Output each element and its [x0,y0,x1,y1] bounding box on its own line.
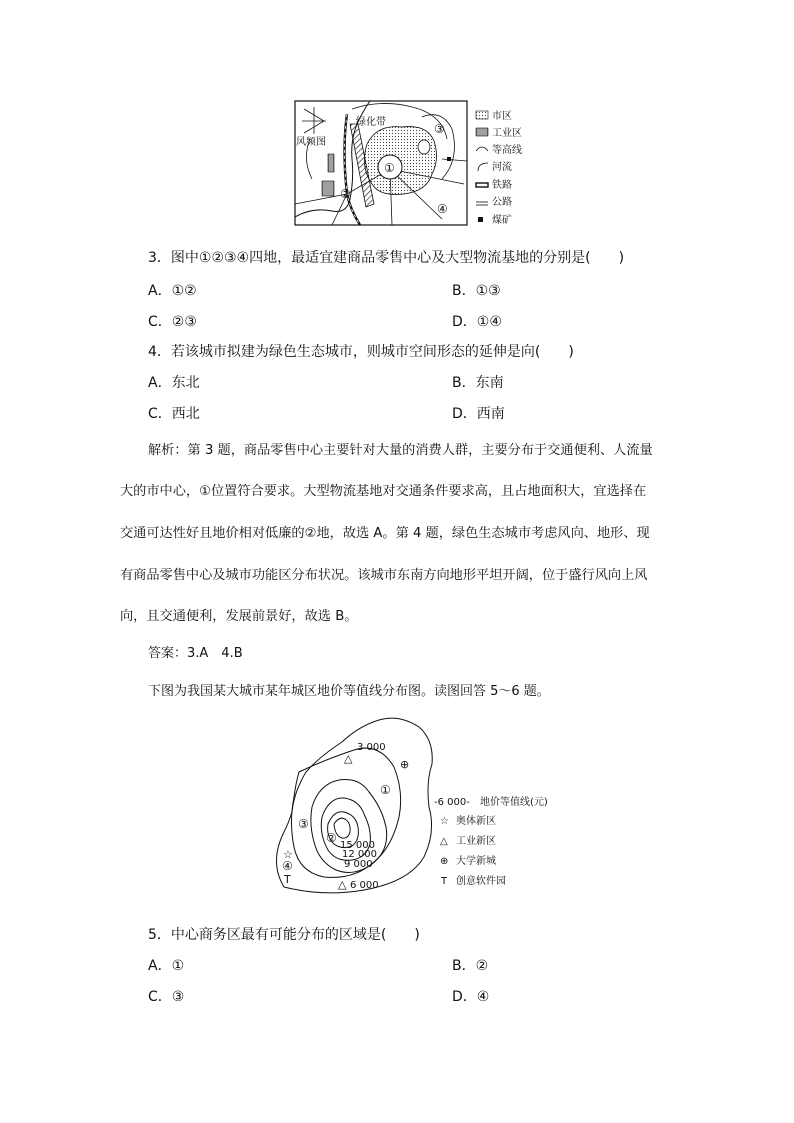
legend-university-icon: ⊕ [440,856,449,867]
legend-road: 公路 [492,197,512,208]
map2-legend [434,795,548,887]
question-5-option-d: D．④ [452,989,490,1005]
legend-contour-label: 地价等值线(元) [480,797,548,808]
intro-line: 下图为我国某大城市某年城区地价等值线分布图。读图回答 5～6 题。 [148,684,550,699]
legend-contour: 等高线 [492,145,522,156]
map2-marker-3: ③ [298,817,309,831]
industrial-new-zone-icon: △ [344,752,353,765]
map1-marker-4: ④ [437,202,448,216]
legend-olympic-label: 奥体新区 [456,816,496,827]
map1-marker-1: ① [384,161,395,175]
analysis-line-2: 大的市中心，①位置符合要求。大型物流基地对交通条件要求高，且占地面积大，宜选择在 [120,484,647,499]
legend-software-icon: T [441,876,448,887]
industrial-new-zone-icon: △ [338,878,347,891]
question-5-option-b: B．② [452,958,489,974]
question-3-option-b: B．①③ [452,283,501,299]
question-3-option-a: A．①② [148,283,197,299]
question-4-option-b: B．东南 [452,375,504,391]
question-5-stem: 5．中心商务区最有可能分布的区域是( ) [148,927,420,943]
question-4-option-a: A．东北 [148,375,200,391]
question-3-option-d: D．①④ [452,314,502,330]
software-park-icon: T [284,873,291,886]
wind-rose-label: 风频图 [296,137,326,148]
industrial-area [322,181,334,196]
map2-marker-2: ② [326,831,337,845]
question-4-stem: 4．若该城市拟建为绿色生态城市，则城市空间形态的延伸是向( ) [148,344,574,360]
legend-university-label: 大学新城 [456,856,496,867]
question-4-option-d: D．西南 [452,406,505,422]
wind-rose-icon [302,107,326,134]
contour-label-3000: 3 000 [357,742,386,753]
city-map-figure [292,99,542,229]
contour-label-12000: 12 000 [342,849,377,860]
legend-river: 河流 [492,162,512,173]
legend-urban: 市区 [492,111,512,122]
analysis-line-4: 有商品零售中心及城市功能区分布状况。该城市东南方向地形平坦开阔，位于盛行风向上风 [120,568,648,583]
university-new-town-icon: ⊕ [400,758,410,771]
question-5-option-a: A．① [148,958,185,974]
legend-industrial-icon: △ [440,836,448,847]
legend-coal: 煤矿 [492,215,512,226]
legend-industrial-label: 工业新区 [456,836,496,847]
question-4-option-c: C．西北 [148,406,200,422]
map1-marker-2: ② [340,187,351,201]
legend-software-label: 创意软件园 [456,876,506,887]
legend-industrial: 工业区 [492,128,522,139]
analysis-line-3: 交通可达性好且地价相对低廉的②地，故选 A。第 4 题，绿色生态城市考虑风向、地形、现 [120,526,650,541]
map1-marker-3: ③ [434,122,445,136]
legend-olympic-icon: ☆ [440,816,449,827]
map1-legend [476,109,522,226]
legend-contour-symbol: -6 000- [434,797,470,808]
map2-marker-4: ④ [282,859,293,873]
question-5-option-c: C．③ [148,989,185,1005]
question-3-stem: 3．图中①②③④四地，最适宜建商品零售中心及大型物流基地的分别是( ) [148,250,625,266]
legend-railway: 铁路 [492,180,512,191]
land-price-map-figure [264,712,564,897]
coal-mine-marker [447,157,451,161]
industrial-area [328,154,334,172]
olympic-new-zone-icon: ☆ [283,848,293,861]
analysis-line-1: 解析：第 3 题，商品零售中心主要针对大量的消费人群，主要分布于交通便利、人流量 [148,443,653,458]
greenbelt-label: 绿化带 [356,117,386,128]
contour-label-9000: 9 000 [344,859,373,870]
answer-line: 答案：3.A 4.B [148,646,243,661]
analysis-line-5: 向，且交通便利，发展前景好，故选 B。 [120,609,358,624]
contour-label-15000: 15 000 [340,840,375,851]
question-3-option-c: C．②③ [148,314,197,330]
contour-label-6000: 6 000 [350,880,379,891]
map2-marker-1: ① [380,783,391,797]
